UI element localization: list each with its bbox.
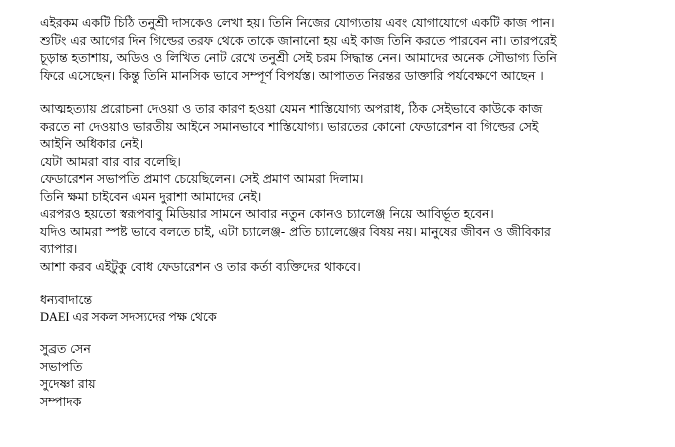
text-line: চূড়ান্ত হতাশায়, অডিও ও লিখিত নোট রেখে তনুশ্রী সেই চরম সিদ্ধান্ত নেন। আমাদের অনেক সৌভাগ্য তিনি [40, 50, 557, 65]
text-line: ফেডারেশন সভাপতি প্রমাণ চেয়েছিলেন। সেই প্রমাণ আমরা দিলাম। [40, 171, 364, 186]
text-line: তিনি ক্ষমা চাইবেন এমন দুরাশা আমাদের নেই। [40, 188, 262, 204]
signatory-name-president: সুব্রত সেন [40, 341, 91, 356]
paragraph-legal-statement [40, 100, 670, 275]
text-line: আত্মহত্যায় প্ররোচনা দেওয়া ও তার কারণ হওয়া যেমন শাস্তিযোগ্য অপরাধ, ঠিক সেইভাবে কাউকে কাজ [40, 101, 543, 116]
text-line: এইরকম একটি চিঠি তনুশ্রী দাসকেও লেখা হয়। তিনি নিজের যোগ্যতায় এবং যোগাযোগে একটি কাজ পান। [40, 15, 555, 30]
paragraph-tanushree [40, 14, 670, 84]
paragraph-gap [40, 326, 670, 340]
signatory-role-president: সভাপতি [40, 358, 83, 374]
text-line: আইনি অধিকার নেই। [40, 136, 144, 151]
text-line: যদিও আমরা স্পষ্ট ভাবে বলতে চাই, এটা চ্যালেঞ্জ- প্রতি চ্যালেঞ্জের বিষয় নয়। মানুষের জীবন ও জীবিকার [40, 223, 551, 239]
signatory-name-secretary: সুদেষ্ণা রায় [40, 376, 96, 391]
closing-block [40, 291, 670, 326]
signatories-block [40, 340, 670, 410]
signatory-role-secretary: সম্পাদক [40, 393, 82, 409]
paragraph-gap [40, 275, 670, 291]
paragraph-gap [40, 84, 670, 100]
text-line: এরপরও হয়তো স্বরূপবাবু মিডিয়ার সামনে আবার নতুন কোনও চ্যালেঞ্জ নিয়ে আবির্ভূত হবেন। [40, 206, 494, 221]
text-line: ব্যাপার। [40, 241, 78, 256]
text-line: যেটা আমরা বার বার বলেছি। [40, 153, 181, 169]
closing-greeting: ধন্যবাদান্তে [40, 292, 93, 307]
text-line: আশা করব এইটুকু বোধ ফেডারেশন ও তার কর্তা ব্যক্তিদের থাকবে। [40, 258, 361, 274]
closing-from: DAEI এর সকল সদস্যদের পক্ষ থেকে [40, 309, 217, 324]
letter-document [40, 14, 670, 410]
text-line: করতে না দেওয়াও ভারতীয় আইনে সমানভাবে শাস্তিযোগ্য। ভারতের কোনো ফেডারেশন বা গিল্ডের সেই [40, 118, 539, 134]
text-line: ফিরে এসেছেন। কিন্তু তিনি মানসিক ভাবে সম্পূর্ণ বিপর্যস্ত। আপাতত নিরন্তর ডাক্তারি পর্যবেক্ষণে আছেন । [40, 67, 544, 83]
text-line: শুটিং এর আগের দিন গিল্ডের তরফ থেকে তাকে জানানো হয় এই কাজ তিনি করতে পারবেন না। তারপরেই [40, 32, 557, 48]
